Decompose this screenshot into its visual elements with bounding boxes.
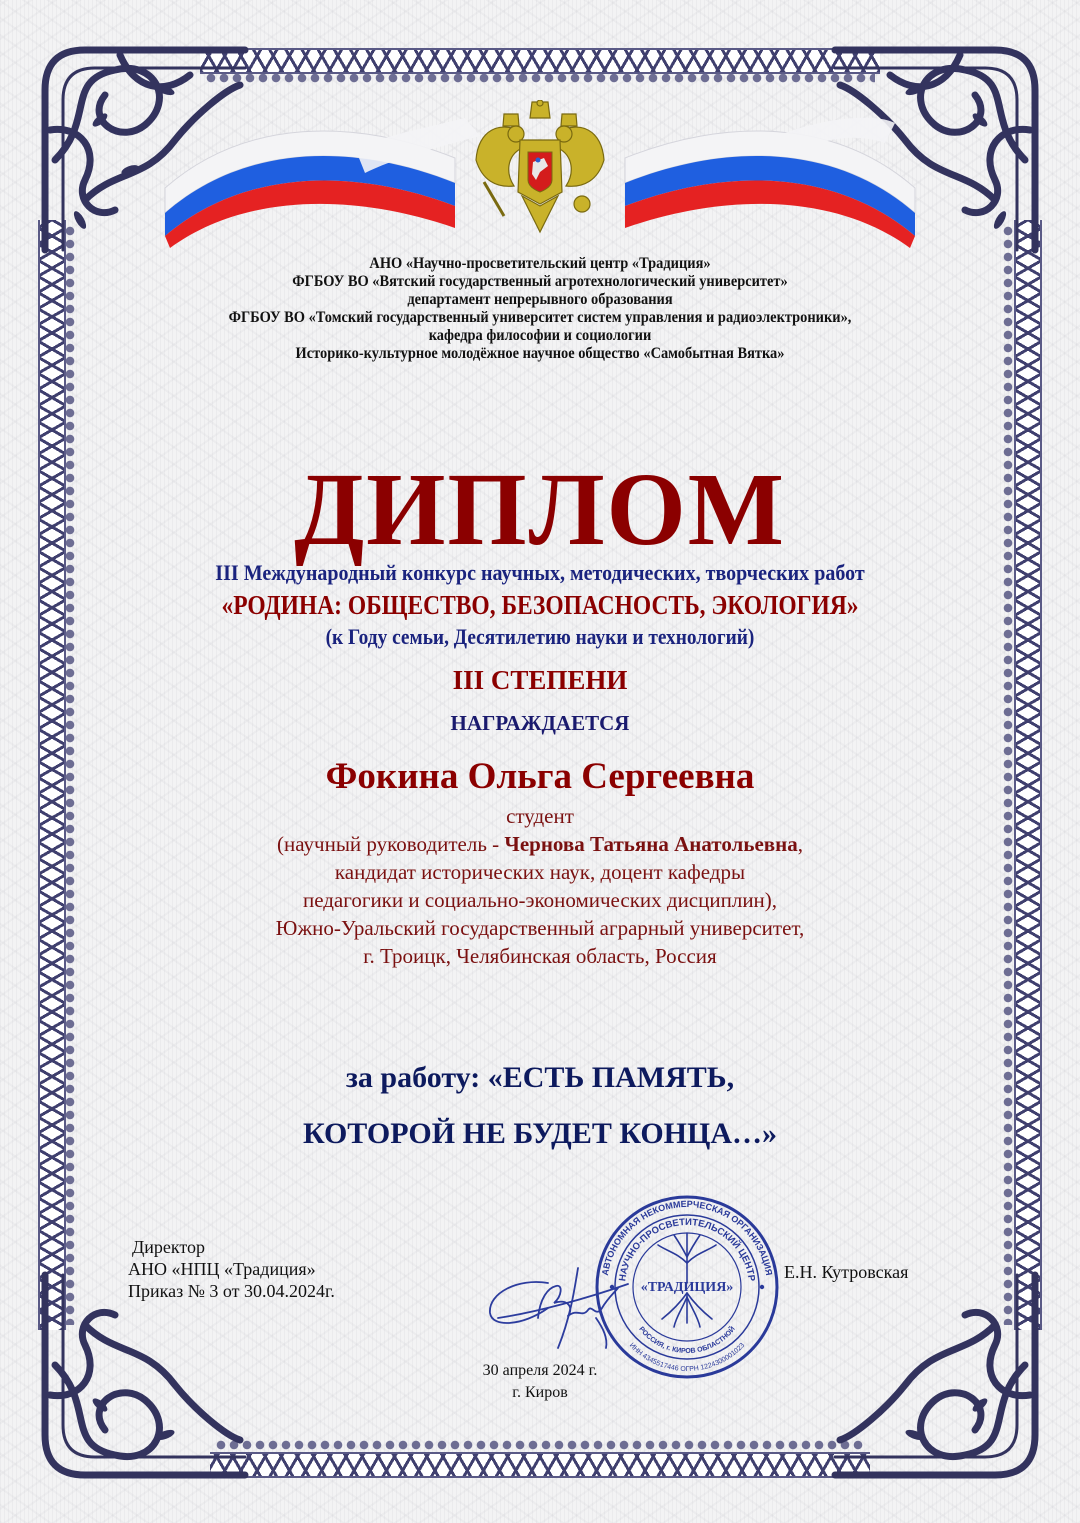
stamp-bottom-outer-text: ИНН 4345517446 ОГРН 1224300001023 — [627, 1341, 747, 1374]
details-line: кандидат исторических наук, доцент кафедры — [334, 860, 746, 884]
diploma-title: ДИПЛОМ — [294, 452, 786, 567]
details-line: педагогики и социально-экономических дисциплин), — [302, 888, 778, 912]
organizations-header — [0, 255, 1080, 363]
work-title-line-2: КОТОРОЙ НЕ БУДЕТ КОНЦА…» — [302, 1117, 778, 1150]
organization-line: АНО «Научно-просветительский центр «Традиция» — [369, 255, 711, 272]
organization-line: ФГБОУ ВО «Томский государственный университет систем управления и радиоэлектроники», — [228, 309, 852, 326]
coat-of-arms-icon — [470, 100, 610, 235]
bottom-border-fringe — [215, 1440, 865, 1452]
director-block — [128, 1236, 335, 1302]
top-border-fringe — [205, 73, 875, 85]
director-title: Директор — [132, 1237, 206, 1257]
signer-name: Е.Н. Кутровская — [784, 1262, 909, 1282]
award-degree: III СТЕПЕНИ — [452, 665, 628, 695]
details-line: Южно-Уральский государственный аграрный университет, — [275, 916, 805, 940]
issue-city: г. Киров — [512, 1384, 568, 1401]
order-reference: Приказ № 3 от 30.04.2024г. — [128, 1281, 335, 1301]
supervisor-prefix: (научный руководитель - — [277, 832, 505, 856]
organization-line: департамент непрерывного образования — [407, 291, 673, 308]
stamp-center-text: «ТРАДИЦИЯ» — [640, 1280, 734, 1295]
contest-description: III Международный конкурс научных, методических, творческих работ — [215, 560, 865, 585]
issue-date-block — [0, 1360, 1080, 1404]
details-line: г. Троицк, Челябинская область, Россия — [363, 944, 717, 968]
supervisor-name: Чернова Татьяна Анатольевна — [504, 832, 798, 856]
contest-name: «РОДИНА: ОБЩЕСТВО, БЕЗОПАСНОСТЬ, ЭКОЛОГИЯ» — [221, 590, 859, 620]
organization-line: кафедра философии и социологии — [428, 327, 652, 344]
stamp-outer-text: АВТОНОМНАЯ НЕКОММЕРЧЕСКАЯ ОРГАНИЗАЦИЯ — [599, 1198, 775, 1277]
bottom-border-band — [210, 1452, 870, 1478]
director-signature-icon — [478, 1248, 648, 1358]
work-title-line-1: за работу: «ЕСТЬ ПАМЯТЬ, — [345, 1061, 735, 1094]
organization-line: Историко-культурное молодёжное научное общество «Самобытная Вятка» — [295, 345, 785, 362]
supervisor-line — [0, 830, 1080, 858]
recipient-name: Фокина Ольга Сергеевна — [325, 756, 755, 797]
director-organization: АНО «НПЦ «Традиция» — [128, 1259, 316, 1279]
stamp-bottom-inner-text: РОССИЯ, г. КИРОВ ОБЛАСТНОЙ — [637, 1325, 737, 1356]
issue-date: 30 апреля 2024 г. — [482, 1362, 598, 1379]
stamp-inner-text: НАУЧНО-ПРОСВЕТИТЕЛЬСКИЙ ЦЕНТР — [617, 1216, 757, 1282]
contest-subtitle: (к Году семьи, Десятилетию науки и технологий) — [325, 624, 755, 649]
top-border-band — [200, 48, 880, 74]
supervisor-suffix: , — [797, 832, 803, 856]
organization-line: ФГБОУ ВО «Вятский государственный агротехнологический университет» — [292, 273, 788, 290]
awarded-label: НАГРАЖДАЕТСЯ — [450, 711, 630, 735]
recipient-details — [0, 802, 1080, 970]
recipient-status: студент — [506, 804, 574, 828]
